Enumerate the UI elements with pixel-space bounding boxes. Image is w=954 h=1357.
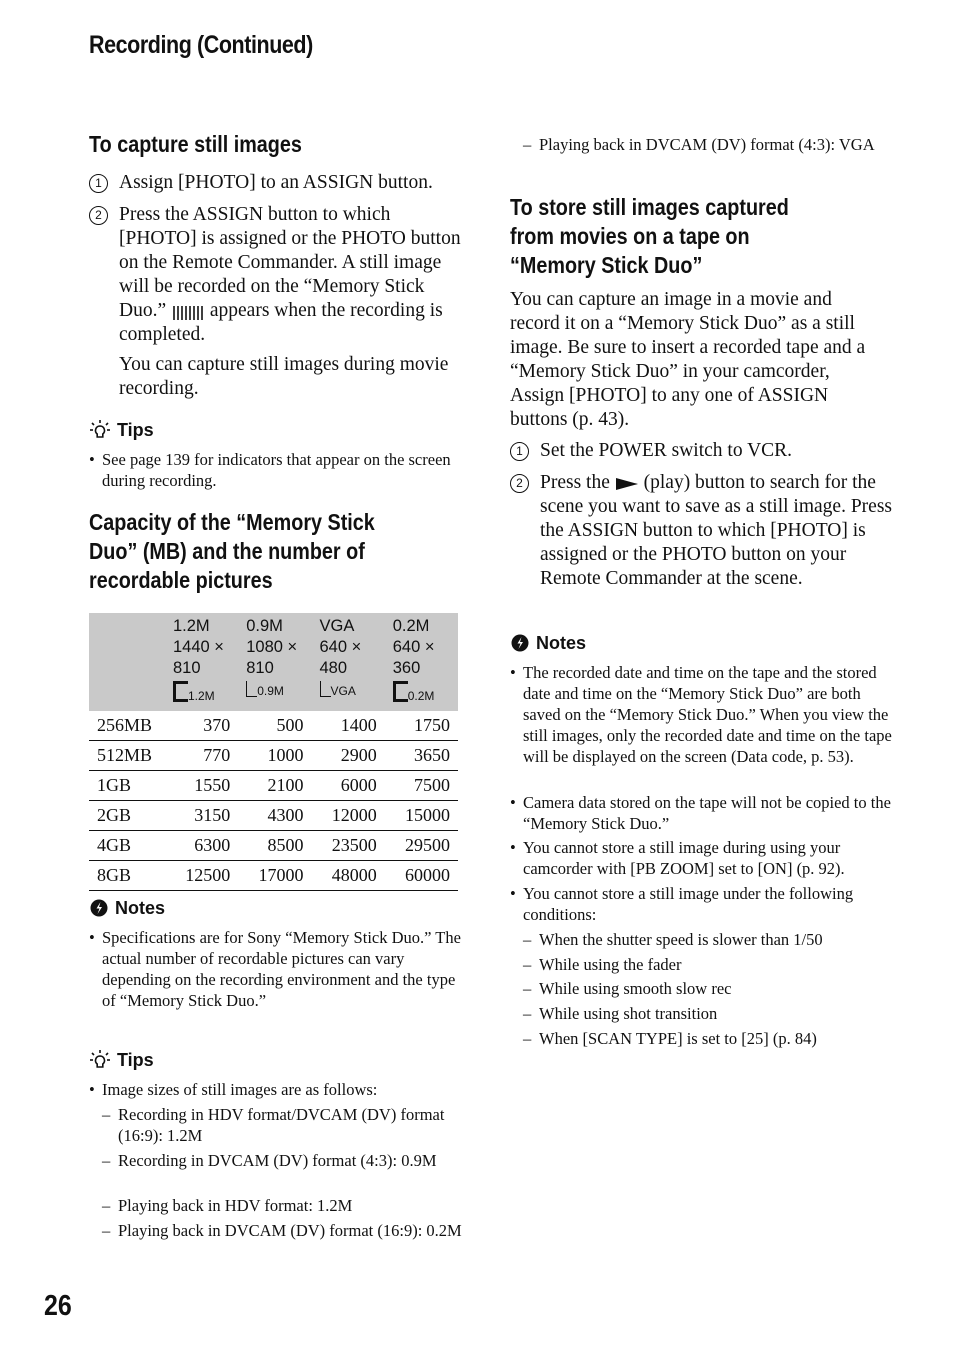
- tips-dash-item: – Playing back in DVCAM (DV) format (16:9): 0.2M: [89, 1220, 486, 1241]
- tips-label: Tips: [117, 420, 154, 440]
- capacity-table: [89, 613, 458, 891]
- notes-item: • You cannot store a still image during using your camcorder with [PB ZOOM] set to [ON] (p. 92).: [510, 837, 895, 879]
- store-step-1: [510, 439, 910, 463]
- capture-step-2: [89, 203, 469, 347]
- table-row: 8GB 12500 17000 48000 60000: [89, 861, 458, 891]
- table-header-row: [89, 613, 458, 711]
- step-text: Assign [PHOTO] to an ASSIGN button.: [119, 172, 433, 193]
- table-header-vga: VGA 640 × 480 VGA: [312, 613, 385, 711]
- running-header: Recording (Continued): [89, 31, 313, 59]
- step-number: 2: [510, 474, 529, 493]
- notes-heading-right: [510, 632, 586, 654]
- step-number: 1: [510, 442, 529, 461]
- table-header-0-9m: 0.9M 1080 × 810 0.9M: [238, 613, 311, 711]
- step-text: Press the ASSIGN button to which [PHOTO] is assigned or the PHOTO button on the Remote Commander. A still image will be recorded on the “Memory Stick Duo.”: [119, 204, 461, 321]
- notes-label: Notes: [115, 898, 166, 918]
- notes-caution-icon: [510, 633, 530, 653]
- capture-title: To capture still images: [89, 131, 302, 157]
- condition-item: – When the shutter speed is slower than 1/50: [510, 929, 909, 950]
- tips-dash-item-continued: – Playing back in DVCAM (DV) format (4:3): VGA: [510, 134, 909, 155]
- capture-note: You can capture still images during movie recording.: [119, 354, 449, 399]
- table-header-blank: [89, 613, 165, 711]
- memory-stick-indicator-icon: [171, 303, 205, 321]
- step-text: Press the: [540, 472, 610, 493]
- image-size-0-9m-icon: 0.9M: [246, 681, 284, 697]
- table-row: 256MB 370 500 1400 1750: [89, 711, 458, 741]
- play-icon: [615, 477, 639, 491]
- step-text-end: appears when the recording is completed.: [119, 300, 443, 345]
- condition-item: – When [SCAN TYPE] is set to [25] (p. 84): [510, 1028, 909, 1049]
- image-size-1-2m-icon: 1.2M: [173, 681, 215, 702]
- step-number: 2: [89, 206, 108, 225]
- tips-dash-item: – Recording in HDV format/DVCAM (DV) format (16:9): 1.2M: [89, 1104, 486, 1146]
- table-row: 512MB 770 1000 2900 3650: [89, 741, 458, 771]
- notes-heading-left: [89, 897, 165, 919]
- tips-item: • See page 139 for indicators that appear on the screen during recording.: [89, 449, 462, 491]
- table-row: 1GB 1550 2100 6000 7500: [89, 771, 458, 801]
- table-row: 4GB 6300 8500 23500 29500: [89, 831, 458, 861]
- condition-item: – While using smooth slow rec: [510, 978, 909, 999]
- page-number: 26: [44, 1290, 72, 1322]
- store-step-2: [510, 471, 910, 591]
- table-row: 2GB 3150 4300 12000 15000: [89, 801, 458, 831]
- notes-item: • Specifications are for Sony “Memory Stick Duo.” The actual number of recordable pictures can vary depending on the recording environment and the type of “Memory Stick Duo.”: [89, 927, 470, 1011]
- capture-step-1: [89, 171, 499, 195]
- store-paragraph: You can capture an image in a movie and record it on a “Memory Stick Duo” as a still image. Be sure to insert a recorded tape and a “Memory Stick Duo” in your camcorder, Assign [PHOTO] to any one of ASSIGN buttons (p. 43).: [510, 289, 866, 430]
- tips-dash-item: – Recording in DVCAM (DV) format (4:3): 0.9M: [89, 1150, 486, 1171]
- notes-item: • You cannot store a still image under the following conditions:: [510, 883, 893, 925]
- tips-heading-1: [89, 419, 154, 441]
- tips-dash-item: – Playing back in HDV format: 1.2M: [89, 1195, 486, 1216]
- store-title: To store still images captured from movies on a tape on “Memory Stick Duo”: [510, 194, 789, 278]
- tips-label: Tips: [117, 1050, 154, 1070]
- table-header-1-2m: 1.2M 1440 × 810 1.2M: [165, 613, 238, 711]
- tips-heading-2: [89, 1049, 154, 1071]
- step-number: 1: [89, 174, 108, 193]
- tips-lightbulb-icon: [89, 1049, 111, 1071]
- tips-item: • Image sizes of still images are as follows:: [89, 1079, 470, 1100]
- notes-item: • The recorded date and time on the tape and the stored date and time on the “Memory Stick Duo” are both saved on the “Memory Stick Duo.” When you view the still images, only the recorded date and time on the tape will be displayed on the screen (Data code, p. 53).: [510, 662, 893, 767]
- step-text-end: (play) button to search for the scene you want to save as a still image. Press the ASSIGN button to which [PHOTO] is assigned or the PHOTO button on your Remote Commander at the scene.: [540, 472, 892, 589]
- step-text: Set the POWER switch to VCR.: [540, 440, 793, 461]
- notes-label: Notes: [536, 633, 587, 653]
- notes-item: • Camera data stored on the tape will not be copied to the “Memory Stick Duo.”: [510, 792, 893, 834]
- capacity-title: Capacity of the “Memory Stick Duo” (MB) and the number of recordable pictures: [89, 509, 375, 593]
- tips-lightbulb-icon: [89, 419, 111, 441]
- image-size-vga-icon: VGA: [320, 681, 356, 697]
- image-size-0-2m-icon: 0.2M: [393, 681, 435, 702]
- condition-item: – While using the fader: [510, 954, 909, 975]
- notes-caution-icon: [89, 898, 109, 918]
- table-header-0-2m: 0.2M 640 × 360 0.2M: [385, 613, 458, 711]
- condition-item: – While using shot transition: [510, 1003, 909, 1024]
